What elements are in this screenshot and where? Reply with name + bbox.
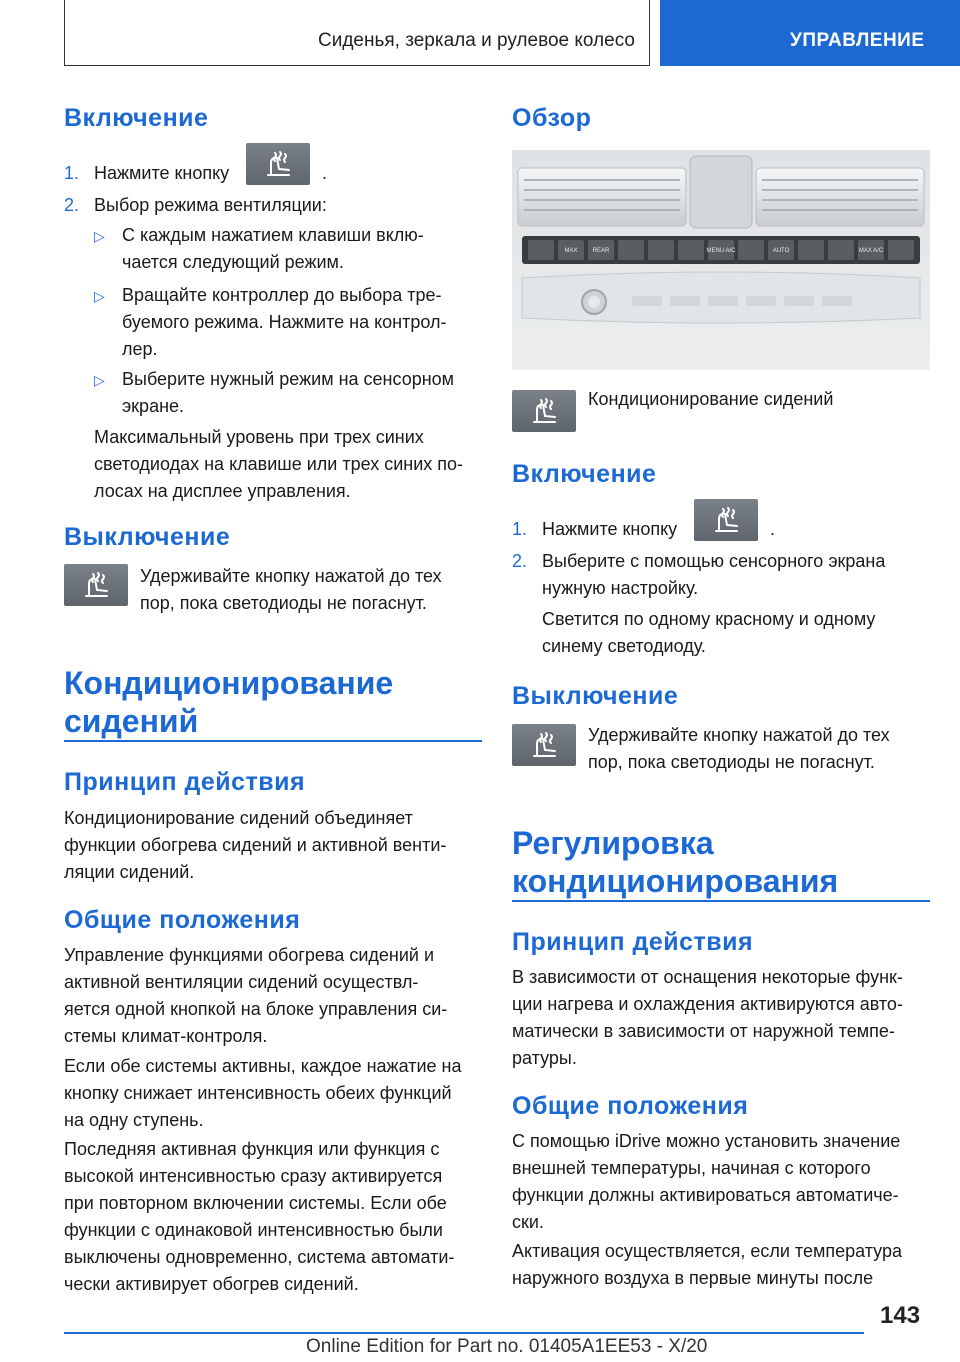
paragraph-line: лосах на дисплее управления. <box>94 481 351 501</box>
bullet-line: лер. <box>122 339 158 359</box>
step-text: нужную настройку. <box>542 578 699 598</box>
panel-label-auto: AUTO <box>772 248 790 254</box>
section-rule <box>64 740 482 742</box>
step-period: . <box>322 163 328 183</box>
heading-off: Выключение <box>512 682 679 710</box>
paragraph-line: на одну ступень. <box>64 1110 204 1130</box>
paragraph-line: стемы климат-контроля. <box>64 1026 268 1046</box>
heading-general: Общие положения <box>512 1092 749 1120</box>
step-note: синему светодиоду. <box>542 636 706 656</box>
paragraph-line: Удерживайте кнопку нажатой до тех <box>140 566 442 586</box>
step-text: Выбор режима вентиляции: <box>94 195 327 215</box>
seat-ventilation-icon <box>694 499 758 541</box>
paragraph-line: пор, пока светодиоды не погаснут. <box>588 752 875 772</box>
section-heading: кондиционирования <box>512 863 839 899</box>
panel-label-menu: MENU A/C <box>706 248 736 254</box>
paragraph-line: активной вентиляции сидений осуществл- <box>64 972 419 992</box>
paragraph-line: Максимальный уровень при трех синих <box>94 427 424 447</box>
paragraph-line: Активация осуществляется, если температура <box>512 1241 902 1261</box>
seat-ventilation-icon <box>246 143 310 185</box>
paragraph-line: светодиодах на клавише или трех синих по- <box>94 454 464 474</box>
paragraph-line: яется одной кнопкой на блоке управления си- <box>64 999 448 1019</box>
paragraph-line: ски. <box>512 1212 544 1232</box>
seat-ventilation-icon <box>64 564 128 606</box>
panel-label-max: MAX <box>564 248 578 254</box>
step-number: 1. <box>512 519 528 539</box>
step-text: Выберите с помощью сенсорного экрана <box>542 551 886 571</box>
heading-overview: Обзор <box>512 104 592 132</box>
section-heading: Регулировка <box>512 825 714 861</box>
figure-caption: Кондиционирование сидений <box>588 389 834 409</box>
paragraph-line: ляции сидений. <box>64 862 195 882</box>
heading-general: Общие положения <box>64 906 301 934</box>
heading-principle: Принцип действия <box>512 928 754 956</box>
paragraph-line: при повторном включении системы. Если обе <box>64 1193 447 1213</box>
panel-label-rear: REAR <box>592 248 610 254</box>
bullet-line: С каждым нажатием клавиши вклю- <box>122 225 424 245</box>
bullet-triangle-icon: ▷ <box>94 372 105 388</box>
bullet-line: экране. <box>122 396 185 416</box>
panel-label-max-ac: MAX A/C <box>858 248 884 254</box>
step-number: 2. <box>512 551 528 571</box>
heading-principle: Принцип действия <box>64 768 306 796</box>
paragraph-line: В зависимости от оснащения некоторые функ- <box>512 967 903 987</box>
paragraph-line: высокой интенсивностью сразу активируется <box>64 1166 443 1186</box>
step-number: 1. <box>64 163 80 183</box>
paragraph-line: Последняя активная функция или функция с <box>64 1139 440 1159</box>
paragraph-line: матически в зависимости от наружной темпе- <box>512 1021 895 1041</box>
paragraph-line: Удерживайте кнопку нажатой до тех <box>588 725 890 745</box>
climate-panel-photo <box>512 150 930 370</box>
edition-footer[interactable]: Online Edition for Part no. 01405A1EE53 - X/20 <box>306 1336 708 1357</box>
section-title: Сиденья, зеркала и рулевое колесо <box>318 30 635 51</box>
chapter-tab[interactable] <box>660 0 960 66</box>
bullet-triangle-icon: ▷ <box>94 288 105 304</box>
paragraph-line: пор, пока светодиоды не погаснут. <box>140 593 427 613</box>
bullet-line: Выберите нужный режим на сенсорном <box>122 369 455 389</box>
paragraph-line: Если обе системы активны, каждое нажатие на <box>64 1056 462 1076</box>
climate-panel-illustration <box>512 150 930 370</box>
paragraph-line: внешней температуры, начиная с которого <box>512 1158 871 1178</box>
section-rule <box>512 900 930 902</box>
paragraph-line: выключены одновременно, система автомати- <box>64 1247 455 1267</box>
bullet-line: Вращайте контроллер до выбора тре- <box>122 285 442 305</box>
paragraph-line: кнопку снижает интенсивность обеих функций <box>64 1083 452 1103</box>
bullet-triangle-icon: ▷ <box>94 228 105 244</box>
paragraph-line: чески активирует обогрев сидений. <box>64 1274 359 1294</box>
step-text: Нажмите кнопку <box>94 163 230 183</box>
paragraph-line: Кондиционирование сидений объединяет <box>64 808 413 828</box>
bullet-line: буемого режима. Нажмите на контрол- <box>122 312 447 332</box>
seat-ventilation-icon <box>512 724 576 766</box>
running-header <box>64 0 650 66</box>
paragraph-line: ратуры. <box>512 1048 577 1068</box>
paragraph-line: наружного воздуха в первые минуты после <box>512 1268 874 1288</box>
page-number: 143 <box>880 1302 921 1329</box>
paragraph-line: Управление функциями обогрева сидений и <box>64 945 434 965</box>
heading-off: Выключение <box>64 523 231 551</box>
paragraph-line: функции обогрева сидений и активной венти- <box>64 835 447 855</box>
paragraph-line: ции нагрева и охлаждения активируются авто- <box>512 994 903 1014</box>
section-heading: сидений <box>64 703 199 739</box>
step-note: Светится по одному красному и одному <box>542 609 876 629</box>
seat-ventilation-icon <box>512 390 576 432</box>
heading-on: Включение <box>512 460 657 488</box>
step-period: . <box>770 519 776 539</box>
footer-rule <box>64 1332 864 1334</box>
paragraph-line: С помощью iDrive можно установить значение <box>512 1131 901 1151</box>
section-heading: Кондиционирование <box>64 665 394 701</box>
heading-on: Включение <box>64 104 209 132</box>
chapter-tab-label: УПРАВЛЕНИЕ <box>790 30 925 51</box>
bullet-line: чается следующий режим. <box>122 252 344 272</box>
paragraph-line: функции должны активироваться автоматиче- <box>512 1185 899 1205</box>
step-number: 2. <box>64 195 80 215</box>
step-text: Нажмите кнопку <box>542 519 678 539</box>
paragraph-line: функции с одинаковой интенсивностью были <box>64 1220 443 1240</box>
